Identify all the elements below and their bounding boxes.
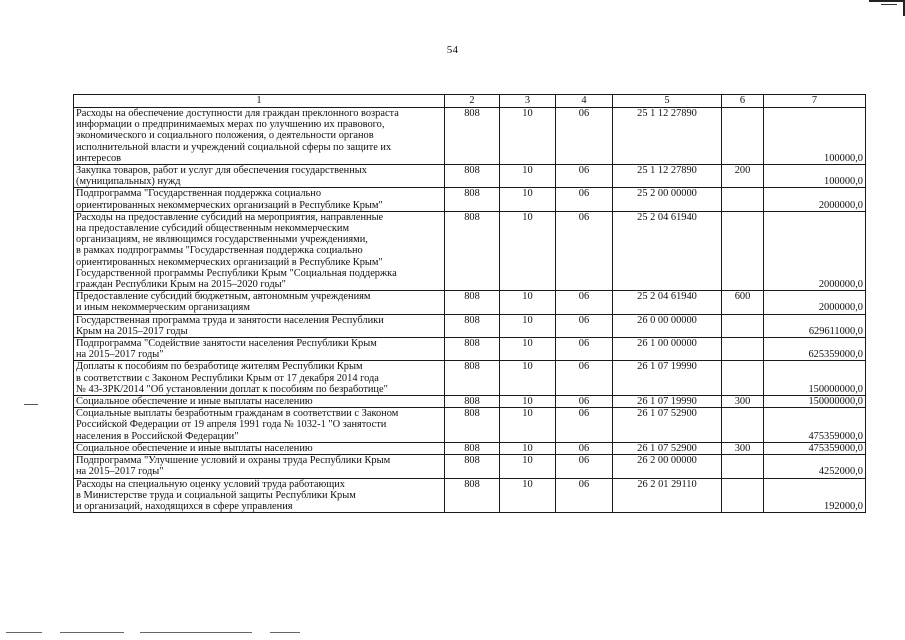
ministry-code: 808 [445,338,500,361]
bottom-scan-lines [0,632,905,640]
description-line: экономического и социального положения, о деятельности органов [76,130,374,142]
ministry-code: 808 [445,396,500,408]
section-code: 10 [500,165,556,188]
ministry-code: 808 [445,455,500,478]
table-row [74,396,866,408]
target-article-code: 25 2 04 61940 [613,291,722,314]
description-line: Социальное обеспечение и иные выплаты населению [76,442,313,454]
ministry-code: 808 [445,361,500,396]
section-code: 10 [500,408,556,443]
section-code: 10 [500,338,556,361]
description-line: на 2015–2017 годы" [76,349,164,361]
description-line: Расходы на специальную оценку условий труда работающих [76,478,345,490]
description-line: Закупка товаров, работ и услуг для обеспечения государственных [76,165,367,177]
section-code: 10 [500,478,556,513]
description-line: информации о предпринимаемых мерах по улучшению их правового, [76,119,385,131]
amount-value: 2000000,0 [764,211,866,290]
description-line: Расходы на обеспечение доступности для граждан преклонного возраста [76,108,399,119]
header-col-3: 3 [500,95,556,108]
amount-value: 2000000,0 [764,291,866,314]
subsection-code: 06 [556,291,613,314]
row-description [74,338,445,361]
target-article-code: 25 1 12 27890 [613,165,722,188]
row-description [74,408,445,443]
ministry-code: 808 [445,211,500,290]
description-line: Крым на 2015–2017 годы [76,325,188,337]
row-description [74,478,445,513]
table-row [74,442,866,454]
amount-value: 4252000,0 [764,455,866,478]
subsection-code: 06 [556,188,613,211]
subsection-code: 06 [556,108,613,165]
subsection-code: 06 [556,455,613,478]
description-line: и иным некоммерческим организациям [76,302,250,314]
description-line: на предоставление субсидий общественным некоммерческим [76,223,350,235]
description-line: Социальное обеспечение и иные выплаты населению [76,396,313,408]
amount-value: 150000000,0 [764,361,866,396]
table-row [74,361,866,396]
table-body [74,95,866,513]
target-article-code: 26 2 01 29110 [613,478,722,513]
header-col-6: 6 [722,95,764,108]
description-line: (муниципальных) нужд [76,176,181,188]
row-description [74,314,445,337]
description-line: в соответствии с Законом Республики Крым от 17 декабря 2014 года [76,372,379,384]
expense-type-code: 300 [722,442,764,454]
subsection-code: 06 [556,338,613,361]
header-col-5: 5 [613,95,722,108]
table-row [74,188,866,211]
expense-type-code [722,478,764,513]
expense-type-code [722,338,764,361]
description-line: интересов [76,152,122,164]
expense-type-code [722,408,764,443]
subsection-code: 06 [556,396,613,408]
corner-scan-mark [869,0,905,16]
section-code: 10 [500,442,556,454]
table-row [74,338,866,361]
page-number: 54 [446,44,459,56]
table-row [74,408,866,443]
expense-type-code [722,361,764,396]
row-description [74,455,445,478]
expense-type-code [722,314,764,337]
ministry-code: 808 [445,291,500,314]
description-line: Подпрограмма "Содействие занятости населения Республики Крым [76,338,377,350]
amount-value: 100000,0 [764,165,866,188]
section-code: 10 [500,396,556,408]
expense-type-code [722,211,764,290]
subsection-code: 06 [556,314,613,337]
description-line: ориентированных некоммерческих организаций в Республике Крым" [76,256,383,268]
row-description [74,165,445,188]
description-line: ориентированных некоммерческих организаций в Республике Крым" [76,199,383,211]
description-line: № 43-ЗРК/2014 "Об установлении доплат к пособиям по безработице" [76,383,388,395]
description-line: населения в Российской Федерации" [76,430,239,442]
table-row [74,455,866,478]
ministry-code: 808 [445,165,500,188]
section-code: 10 [500,314,556,337]
target-article-code: 26 1 07 19990 [613,396,722,408]
amount-value: 192000,0 [764,478,866,513]
subsection-code: 06 [556,361,613,396]
section-code: 10 [500,291,556,314]
section-code: 10 [500,455,556,478]
amount-value: 150000000,0 [764,396,866,408]
description-line: на 2015–2017 годы" [76,466,164,478]
table-header-row [74,95,866,108]
expense-type-code [722,455,764,478]
description-line: Предоставление субсидий бюджетным, автономным учреждениям [76,291,371,303]
ministry-code: 808 [445,188,500,211]
amount-value: 475359000,0 [764,442,866,454]
table-row [74,165,866,188]
description-line: Государственная программа труда и занятости населения Республики [76,314,384,326]
budget-table [73,94,866,513]
row-description [74,188,445,211]
target-article-code: 26 1 07 19990 [613,361,722,396]
subsection-code: 06 [556,408,613,443]
description-line: граждан Республики Крым на 2015–2020 годы" [76,279,286,291]
target-article-code: 26 1 07 52900 [613,408,722,443]
section-code: 10 [500,188,556,211]
table-row [74,478,866,513]
expense-type-code: 300 [722,396,764,408]
amount-value: 2000000,0 [764,188,866,211]
ministry-code: 808 [445,108,500,165]
amount-value: 475359000,0 [764,408,866,443]
header-col-2: 2 [445,95,500,108]
subsection-code: 06 [556,442,613,454]
description-line: Подпрограмма "Улучшение условий и охраны труда Республики Крым [76,455,391,467]
description-line: в Министерстве труда и социальной защиты Республики Крым [76,489,356,501]
row-description [74,211,445,290]
description-line: Российской Федерации от 19 апреля 1991 года № 1032-1 "О занятости [76,419,387,431]
description-line: Расходы на предоставление субсидий на мероприятия, направленные [76,211,384,223]
target-article-code: 25 2 04 61940 [613,211,722,290]
target-article-code: 25 1 12 27890 [613,108,722,165]
ministry-code: 808 [445,478,500,513]
subsection-code: 06 [556,478,613,513]
description-line: Подпрограмма "Государственная поддержка социально [76,188,322,200]
section-code: 10 [500,108,556,165]
expense-type-code [722,188,764,211]
ministry-code: 808 [445,442,500,454]
row-description [74,108,445,165]
subsection-code: 06 [556,165,613,188]
section-code: 10 [500,211,556,290]
amount-value: 100000,0 [764,108,866,165]
table-row [74,314,866,337]
expense-type-code: 200 [722,165,764,188]
expense-type-code: 600 [722,291,764,314]
header-col-4: 4 [556,95,613,108]
header-col-1: 1 [74,95,445,108]
header-col-7: 7 [764,95,866,108]
row-description [74,442,445,454]
margin-tick-mark [24,404,38,405]
expense-type-code [722,108,764,165]
description-line: исполнительной власти и учреждений социальной сферы по защите их [76,141,392,153]
subsection-code: 06 [556,211,613,290]
table-row [74,291,866,314]
description-line: Социальные выплаты безработным гражданам в соответствии с Законом [76,408,399,420]
target-article-code: 26 1 00 00000 [613,338,722,361]
description-line: и организаций, находящихся в сфере управления [76,500,293,512]
description-line: в рамках подпрограммы "Государственная поддержка социально [76,245,363,257]
table-row [74,211,866,290]
target-article-code: 25 2 00 00000 [613,188,722,211]
amount-value: 625359000,0 [764,338,866,361]
ministry-code: 808 [445,408,500,443]
target-article-code: 26 1 07 52900 [613,442,722,454]
description-line: Государственной программы Республики Крым "Социальная поддержка [76,267,397,279]
ministry-code: 808 [445,314,500,337]
section-code: 10 [500,361,556,396]
target-article-code: 26 0 00 00000 [613,314,722,337]
row-description [74,291,445,314]
description-line: организациям, не являющимся государственными учреждениями, [76,234,368,246]
row-description [74,361,445,396]
target-article-code: 26 2 00 00000 [613,455,722,478]
row-description [74,396,445,408]
description-line: Доплаты к пособиям по безработице жителям Республики Крым [76,361,363,373]
table-row [74,108,866,165]
amount-value: 629611000,0 [764,314,866,337]
